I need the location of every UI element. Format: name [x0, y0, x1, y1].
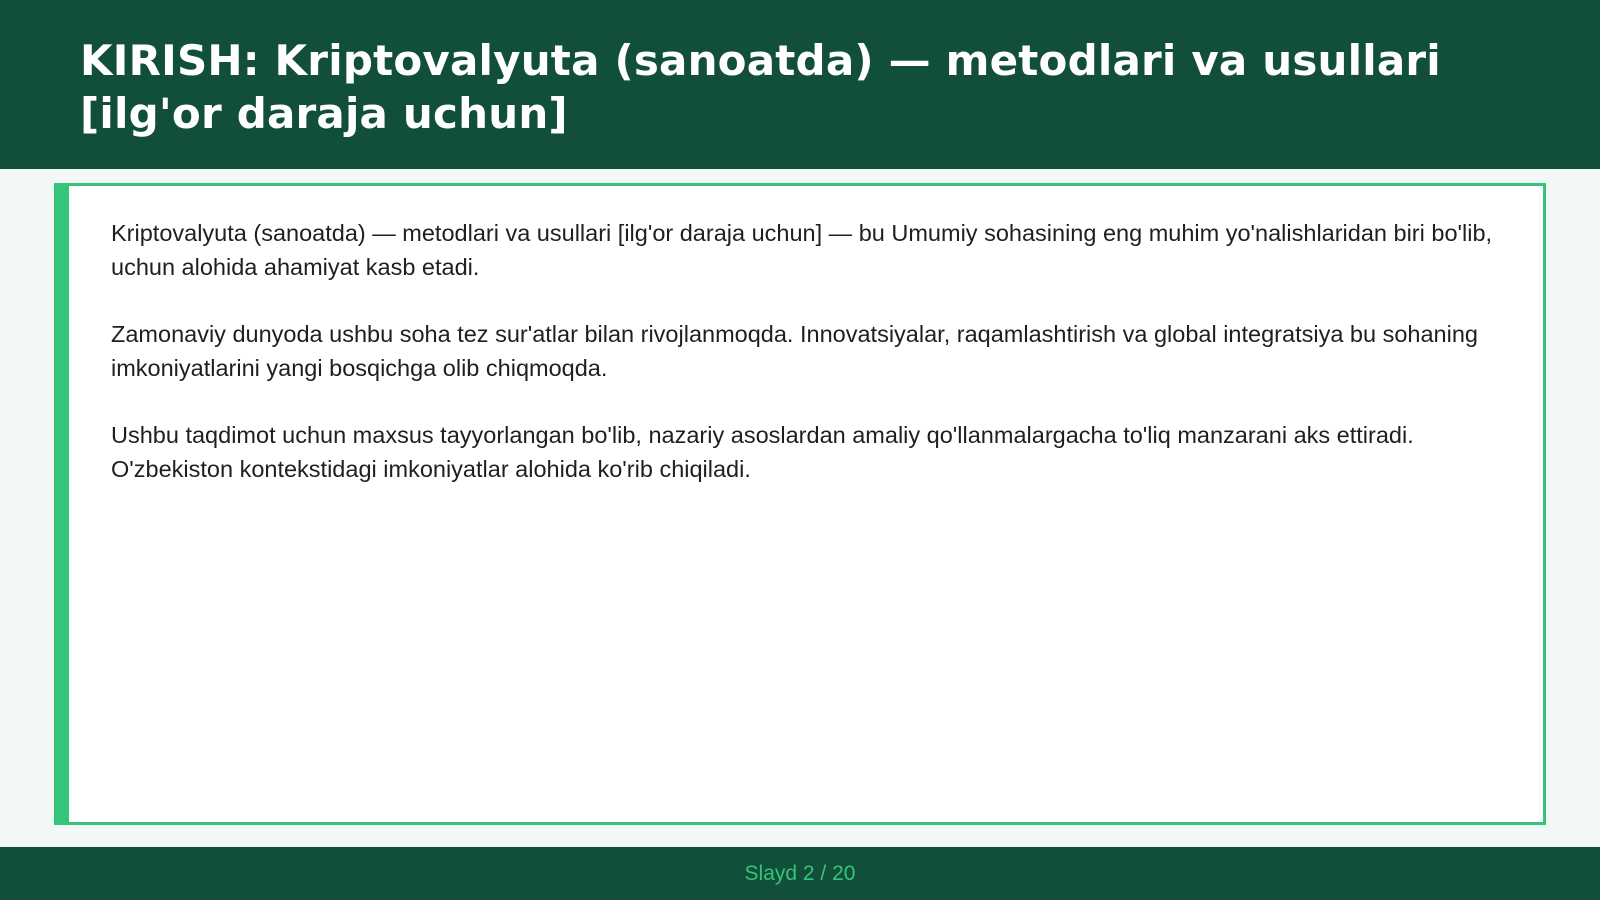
content-card	[54, 183, 1546, 825]
slide-header	[0, 0, 1600, 169]
slide-title: KIRISH: Kriptovalyuta (sanoatda) — metodlari va usullari [ilg'or daraja uchun]	[80, 36, 1441, 138]
intro-paragraph-2: Zamonaviy dunyoda ushbu soha tez sur'atlar bilan rivojlanmoqda. Innovatsiyalar, raqamlashtirish va global integratsiya bu sohaning imkoniyatlarini yangi bosqichga olib chiqmoqda.	[111, 321, 1478, 381]
intro-paragraph-3: Ushbu taqdimot uchun maxsus tayyorlangan bo'lib, nazariy asoslardan amaliy qo'llanmalargacha to'liq manzarani aks ettiradi. O'zbekiston kontekstidagi imkoniyatlar alohida ko'rib chiqiladi.	[111, 422, 1414, 482]
slide-footer	[0, 847, 1600, 900]
slide-counter: Slayd 2 / 20	[744, 861, 856, 885]
intro-paragraph-1: Kriptovalyuta (sanoatda) — metodlari va usullari [ilg'or daraja uchun] — bu Umumiy sohasining eng muhim yo'nalishlaridan biri bo'lib, uchun alohida ahamiyat kasb etadi.	[111, 220, 1493, 280]
